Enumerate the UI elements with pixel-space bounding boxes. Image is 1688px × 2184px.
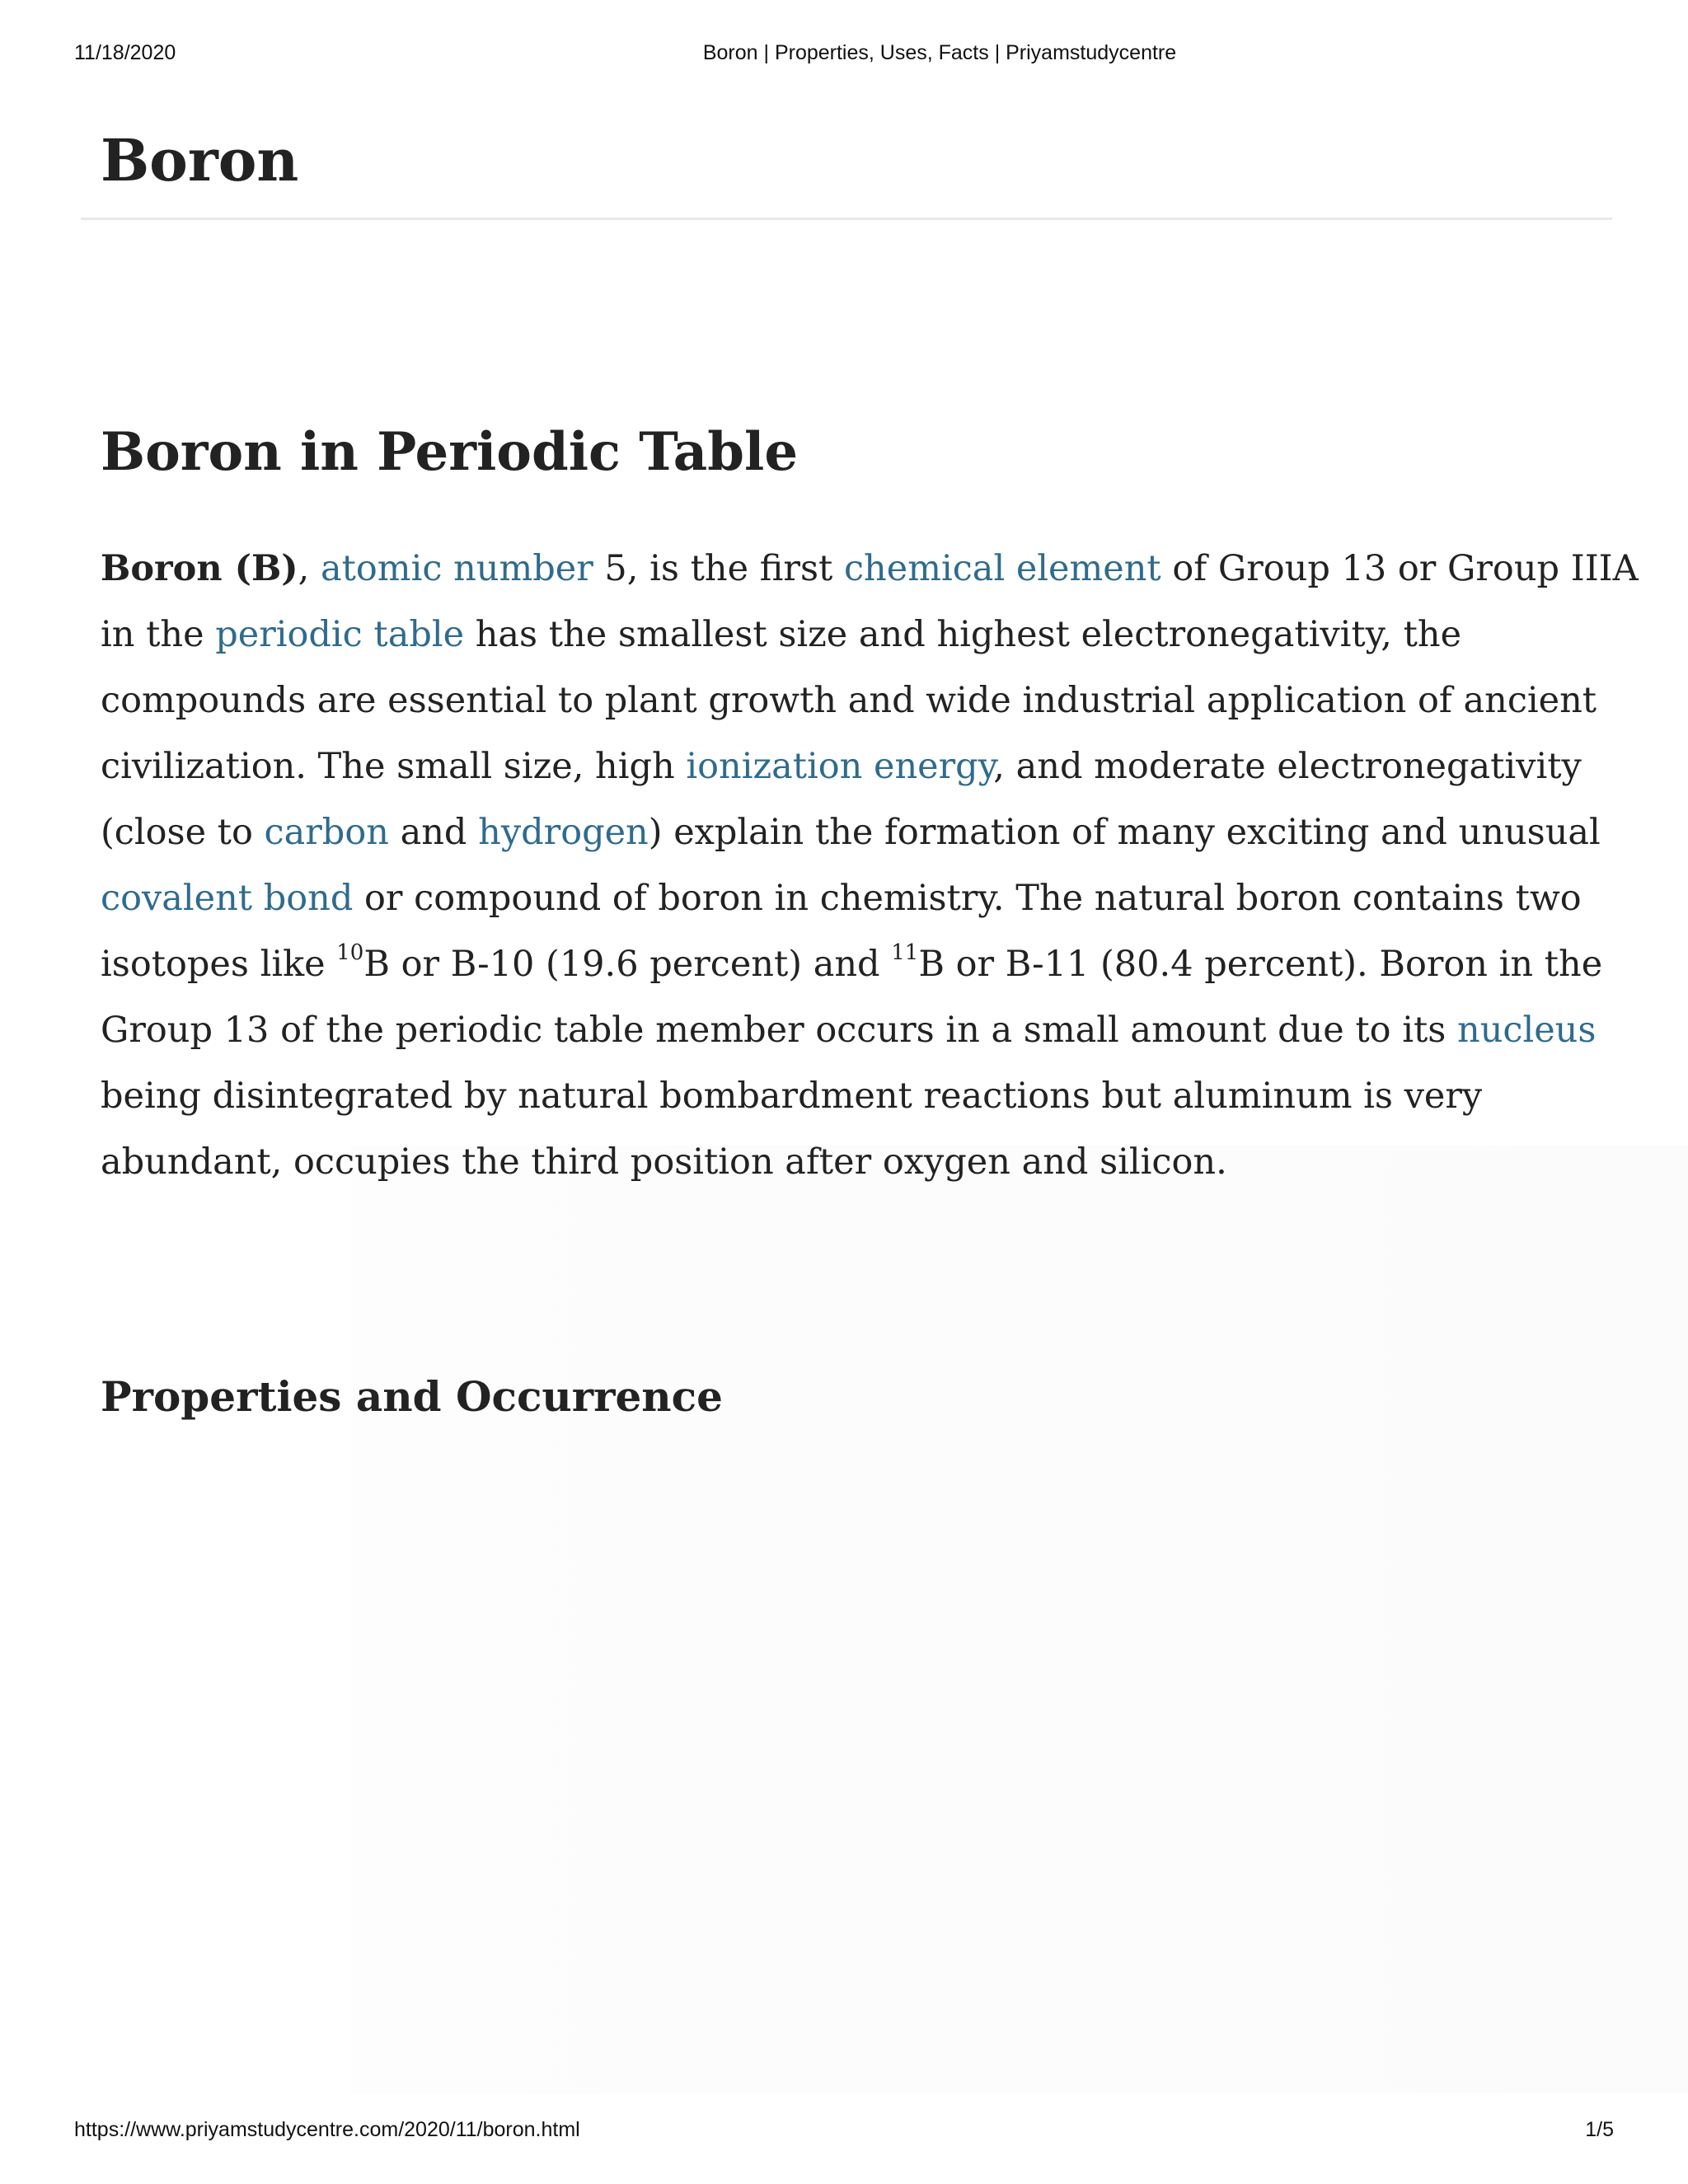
isotope-superscript: 10 — [336, 940, 364, 965]
section-heading: Boron in Periodic Table — [101, 421, 799, 483]
paragraph-line — [101, 799, 1650, 865]
site-title: Boron — [101, 126, 299, 194]
print-url: https://www.priyamstudycentre.com/2020/11/boron.html — [74, 2118, 580, 2141]
inline-link[interactable]: chemical element — [843, 548, 1161, 589]
print-footer — [0, 2118, 1688, 2144]
intro-paragraph — [101, 536, 1650, 1195]
paragraph-text: of Group 13 or Group IIIA — [1160, 548, 1639, 589]
print-header — [0, 41, 1688, 68]
paragraph-line — [101, 733, 1650, 799]
paragraph-line — [101, 865, 1650, 931]
paragraph-text: Group 13 of the periodic table member occurs in a small amount due to its — [101, 1010, 1458, 1051]
inline-link[interactable]: periodic table — [215, 614, 465, 655]
title-divider — [81, 218, 1612, 220]
paragraph-text: ) explain the formation of many exciting and unusual — [648, 812, 1601, 853]
paragraph-text: isotopes like — [101, 944, 337, 985]
paragraph-text: and — [388, 812, 479, 853]
paragraph-text: B or B-10 (19.6 percent) and — [363, 944, 892, 985]
paragraph-line — [101, 536, 1650, 602]
isotope-superscript: 11 — [891, 940, 919, 965]
paragraph-line — [101, 1063, 1650, 1129]
paragraph-text: in the — [101, 614, 216, 655]
paragraph-text: or compound of boron in chemistry. The natural boron contains two — [353, 878, 1582, 919]
paragraph-text: compounds are essential to plant growth and wide industrial application of ancient — [101, 680, 1597, 721]
paragraph-line — [101, 602, 1650, 668]
paragraph-text: 5, is the first — [593, 548, 844, 589]
print-page-title: Boron | Properties, Uses, Facts | Priyamstudycentre — [702, 41, 1177, 64]
print-date: 11/18/2020 — [74, 41, 176, 64]
inline-link[interactable]: covalent bond — [101, 878, 354, 919]
paragraph-line — [101, 997, 1650, 1063]
inline-link[interactable]: hydrogen — [478, 812, 649, 853]
paragraph-text: (close to — [101, 812, 265, 853]
page-number: 1/5 — [1585, 2118, 1614, 2141]
bold-term: Boron (B) — [101, 548, 298, 589]
inline-link[interactable]: carbon — [264, 812, 389, 853]
subheading-properties: Properties and Occurrence — [101, 1372, 723, 1421]
inline-link[interactable]: ionization energy — [686, 746, 994, 787]
paragraph-text: being disintegrated by natural bombardment reactions but aluminum is very — [101, 1076, 1483, 1117]
content-background-shade — [350, 1146, 1688, 2093]
paragraph-text: B or B-11 (80.4 percent). Boron in the — [918, 944, 1603, 985]
paragraph-line — [101, 931, 1650, 997]
paragraph-text: , and moderate electronegativity — [993, 746, 1582, 787]
inline-link[interactable]: nucleus — [1457, 1010, 1597, 1051]
inline-link[interactable]: atomic number — [320, 548, 593, 589]
paragraph-text: abundant, occupies the third position after oxygen and silicon. — [101, 1141, 1227, 1183]
paragraph-text: has the smallest size and highest electronegativity, the — [464, 614, 1462, 655]
paragraph-text: civilization. The small size, high — [101, 746, 687, 787]
paragraph-text: , — [298, 548, 321, 589]
paragraph-line — [101, 1129, 1650, 1195]
paragraph-line — [101, 668, 1650, 733]
